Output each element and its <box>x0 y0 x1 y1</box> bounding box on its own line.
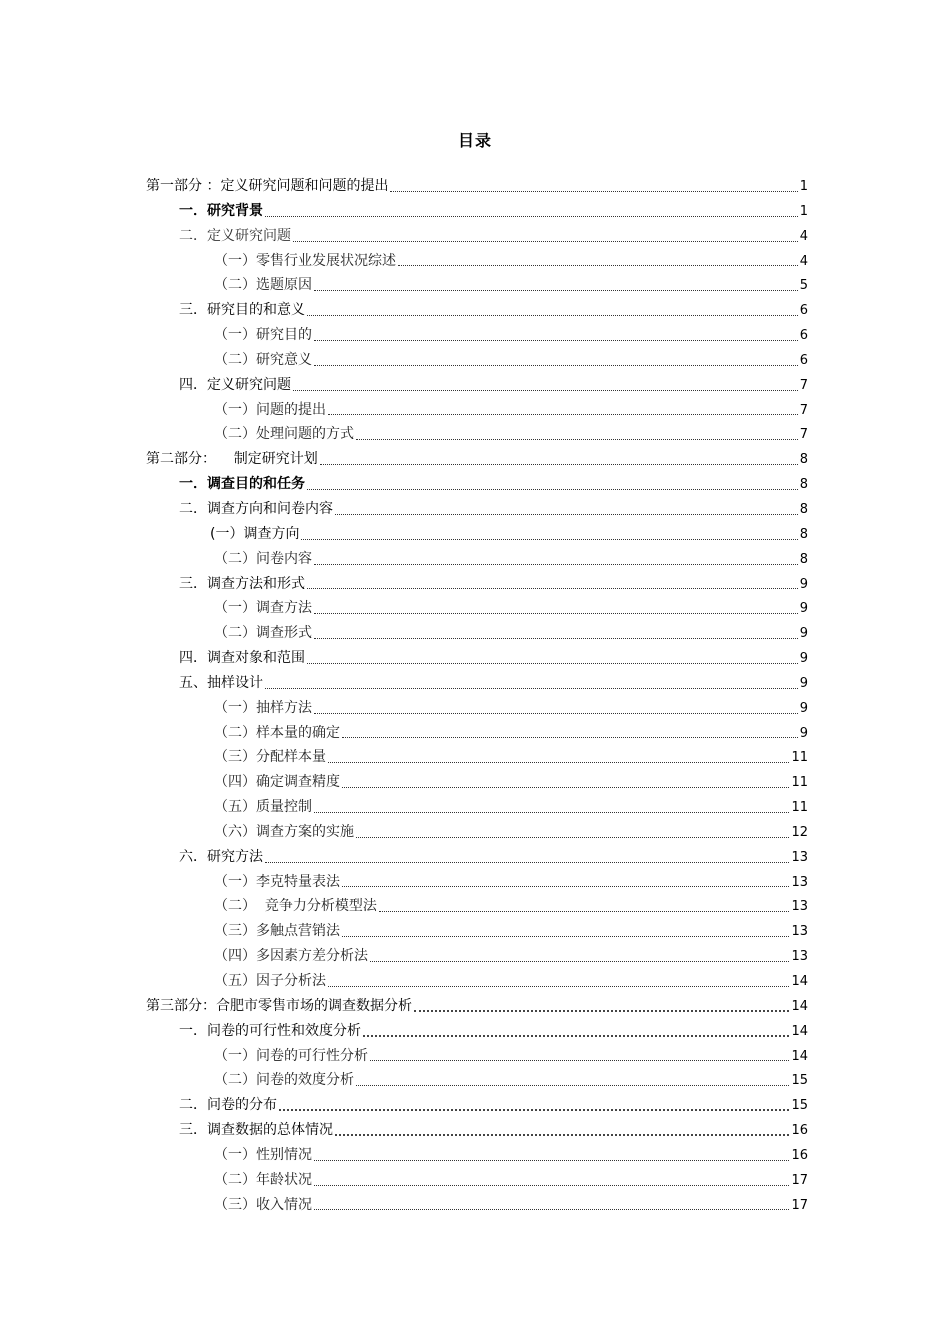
toc-page-number: 14 <box>791 1048 808 1064</box>
toc-entry[interactable] <box>146 770 808 795</box>
toc-page-number: 9 <box>799 725 808 741</box>
toc-entry-label: （一）研究目的 <box>214 327 312 344</box>
toc-entry-label: 四．调查对象和范围 <box>179 650 305 667</box>
dot-leader <box>307 662 798 664</box>
toc-page-number: 1 <box>799 203 808 219</box>
toc-entry[interactable] <box>146 820 808 845</box>
toc-page-number: 11 <box>791 775 808 791</box>
toc-entry[interactable] <box>146 1193 808 1218</box>
toc-entry[interactable] <box>146 273 808 298</box>
toc-entry[interactable] <box>146 1093 808 1118</box>
dot-leader <box>342 885 789 887</box>
toc-page-number: 8 <box>799 551 808 567</box>
dot-leader <box>414 1009 789 1012</box>
dot-leader <box>342 736 798 738</box>
toc-entry-label: 五、抽样设计 <box>179 674 263 691</box>
toc-entry[interactable] <box>146 646 808 671</box>
toc-page-number: 9 <box>799 626 808 642</box>
toc-entry[interactable] <box>146 224 808 249</box>
dot-leader <box>320 463 798 465</box>
toc-entry-label: （四）多因素方差分析法 <box>214 948 368 965</box>
toc-entry-label: 三．研究目的和意义 <box>179 302 305 319</box>
dot-leader <box>314 364 798 366</box>
dot-leader <box>265 861 789 863</box>
toc-entry[interactable] <box>146 944 808 969</box>
toc-entry[interactable] <box>146 522 808 547</box>
toc-entry[interactable] <box>146 472 808 497</box>
toc-entry-label: （二）处理问题的方式 <box>214 426 354 443</box>
toc-entry-label: （三）多触点营销法 <box>214 923 340 940</box>
toc-page-number: 13 <box>791 924 808 940</box>
toc-entry-label: （二）调查形式 <box>214 625 312 642</box>
toc-page-number: 9 <box>799 700 808 716</box>
toc-entry[interactable] <box>146 870 808 895</box>
toc-entry-label: （五）质量控制 <box>214 799 312 816</box>
dot-leader <box>335 513 798 515</box>
toc-entry[interactable] <box>146 398 808 423</box>
toc-entry[interactable] <box>146 596 808 621</box>
toc-entry-label: 一．问卷的可行性和效度分析 <box>179 1022 361 1039</box>
toc-entry-label: 一．研究背景 <box>179 202 263 219</box>
toc-entry-label: （一）抽样方法 <box>214 699 312 716</box>
toc-page-number: 13 <box>791 949 808 965</box>
toc-entry-label: （二）样本量的确定 <box>214 724 340 741</box>
toc-entry-label: (一）调查方向 <box>210 525 300 542</box>
toc-entry[interactable] <box>146 1068 808 1093</box>
dot-leader <box>314 811 789 813</box>
toc-entry[interactable] <box>146 249 808 274</box>
toc-entry[interactable] <box>146 894 808 919</box>
toc-entry-label: （一）性别情况 <box>214 1146 312 1163</box>
dot-leader <box>293 389 798 391</box>
toc-entry-label: （二）研究意义 <box>214 351 312 368</box>
dot-leader <box>265 687 798 689</box>
toc-entry-label: （一）调查方法 <box>214 600 312 617</box>
toc-page-number: 13 <box>791 874 808 890</box>
toc-entry-label: 第三部分：合肥市零售市场的调查数据分析 <box>146 997 412 1014</box>
dot-leader <box>398 264 798 266</box>
toc-page-number: 9 <box>799 675 808 691</box>
toc-entry[interactable] <box>146 621 808 646</box>
toc-entry[interactable] <box>146 497 808 522</box>
dot-leader <box>356 1084 789 1086</box>
dot-leader <box>356 438 798 440</box>
toc-entry-label: （二）问卷内容 <box>214 550 312 567</box>
toc-page-number: 13 <box>791 849 808 865</box>
toc-entry-label: （六）调查方案的实施 <box>214 823 354 840</box>
dot-leader <box>363 1034 789 1037</box>
toc-page-number: 8 <box>799 477 808 493</box>
toc-page-number: 13 <box>791 899 808 915</box>
dot-leader <box>314 612 798 614</box>
page-title: 目录 <box>457 131 492 150</box>
toc-entry[interactable] <box>146 1044 808 1069</box>
toc-entry-label: （一）问题的提出 <box>214 401 326 418</box>
toc-entry[interactable] <box>146 572 808 597</box>
toc-entry[interactable] <box>146 795 808 820</box>
toc-entry-label: （三）收入情况 <box>214 1196 312 1213</box>
dot-leader <box>307 587 798 589</box>
toc-entry-label: （五）因子分析法 <box>214 973 326 989</box>
toc-entry-label: 第一部分 ：定义研究问题和问题的提出 <box>146 178 389 194</box>
dot-leader <box>328 413 798 415</box>
dot-leader <box>314 1184 789 1186</box>
toc-entry[interactable] <box>146 1143 808 1168</box>
toc-page-number: 6 <box>799 303 808 319</box>
toc-entry[interactable] <box>146 994 808 1019</box>
toc-entry[interactable] <box>146 845 808 870</box>
toc-entry[interactable] <box>146 422 808 447</box>
dot-leader <box>314 563 798 565</box>
toc-entry-label: （二） 竞争力分析模型法 <box>214 898 377 915</box>
toc-page-number: 17 <box>791 1172 808 1188</box>
toc-entry[interactable] <box>146 919 808 944</box>
toc-entry-label: 二．调查方向和问卷内容 <box>179 500 333 517</box>
toc-entry-label: （一）零售行业发展状况综述 <box>214 252 396 269</box>
toc-entry-label: （一）李克特量表法 <box>214 873 340 890</box>
toc-entry[interactable] <box>146 547 808 572</box>
toc-entry-label: （四）确定调查精度 <box>214 774 340 791</box>
toc-entry-label: 四．定义研究问题 <box>179 376 291 393</box>
toc-page-number: 9 <box>799 576 808 592</box>
toc-page-number: 9 <box>799 651 808 667</box>
toc-page-number: 16 <box>791 1147 808 1163</box>
dot-leader <box>307 488 798 490</box>
dot-leader <box>379 910 790 912</box>
toc-entry[interactable] <box>146 174 808 199</box>
toc-page-number: 16 <box>791 1123 808 1139</box>
dot-leader <box>314 1208 789 1210</box>
dot-leader <box>265 215 798 217</box>
toc-entry-label: 第二部分： 制定研究计划 <box>146 451 318 468</box>
toc-page-number: 6 <box>799 328 808 344</box>
dot-leader <box>356 836 789 838</box>
dot-leader <box>370 1059 789 1061</box>
toc-entry[interactable] <box>146 745 808 770</box>
dot-leader <box>314 637 798 639</box>
toc-page-number: 12 <box>791 824 808 840</box>
dot-leader <box>328 985 789 987</box>
toc-entry-label: （一）问卷的可行性分析 <box>214 1047 368 1064</box>
toc-page-number: 4 <box>799 228 808 244</box>
toc-page-number: 1 <box>799 179 808 194</box>
toc-page-number: 7 <box>799 427 808 443</box>
toc-page-number: 17 <box>791 1197 808 1213</box>
toc-entry[interactable] <box>146 447 808 472</box>
dot-leader <box>314 339 798 341</box>
dot-leader <box>293 240 798 242</box>
toc-page-number: 11 <box>791 750 808 766</box>
toc-entry[interactable] <box>146 1118 808 1143</box>
dot-leader <box>314 712 798 714</box>
toc-entry-label: （三）分配样本量 <box>214 749 326 766</box>
toc-entry[interactable] <box>146 199 808 224</box>
toc-page-number: 7 <box>799 377 808 393</box>
toc-page-number: 4 <box>799 253 808 269</box>
toc-page-number: 5 <box>799 278 808 294</box>
toc-page-number: 11 <box>791 800 808 816</box>
toc-entry[interactable] <box>146 373 808 398</box>
toc-entry-label: 三．调查数据的总体情况 <box>179 1122 333 1139</box>
toc-entry[interactable] <box>146 323 808 348</box>
toc-entry[interactable] <box>146 1168 808 1193</box>
toc-entry-label: 一．调查目的和任务 <box>179 476 305 493</box>
dot-leader <box>314 1159 789 1161</box>
toc-page-number: 8 <box>799 526 808 542</box>
dot-leader <box>328 761 789 763</box>
toc-entry-label: 三．调查方法和形式 <box>179 575 305 592</box>
dot-leader <box>307 314 798 316</box>
dot-leader <box>390 190 797 192</box>
table-of-contents <box>146 174 808 1217</box>
toc-entry[interactable] <box>146 671 808 696</box>
toc-entry-label: 六．研究方法 <box>179 848 263 865</box>
toc-page-number: 14 <box>791 1023 808 1039</box>
dot-leader <box>335 1133 789 1136</box>
toc-entry[interactable] <box>146 1019 808 1044</box>
dot-leader <box>279 1108 789 1111</box>
toc-entry-label: （二）年龄状况 <box>214 1171 312 1188</box>
toc-entry[interactable] <box>146 696 808 721</box>
toc-entry[interactable] <box>146 721 808 746</box>
toc-page-number: 8 <box>799 501 808 517</box>
toc-page-number: 15 <box>791 1098 808 1114</box>
dot-leader <box>342 935 789 937</box>
toc-page-number: 6 <box>799 352 808 368</box>
dot-leader <box>314 289 798 291</box>
toc-entry-label: 二．定义研究问题 <box>179 227 291 244</box>
toc-page-number: 7 <box>799 402 808 418</box>
toc-entry-label: 二．问卷的分布 <box>179 1097 277 1114</box>
toc-entry[interactable] <box>146 969 808 994</box>
toc-entry[interactable] <box>146 298 808 323</box>
toc-page-number: 14 <box>791 998 808 1014</box>
dot-leader <box>342 786 789 788</box>
dot-leader <box>301 538 797 540</box>
toc-entry[interactable] <box>146 348 808 373</box>
toc-entry-label: （二）问卷的效度分析 <box>214 1072 354 1089</box>
toc-page-number: 9 <box>799 601 808 617</box>
toc-page-number: 8 <box>799 452 808 468</box>
toc-entry-label: （二）选题原因 <box>214 277 312 294</box>
toc-page-number: 14 <box>791 974 808 989</box>
toc-page-number: 15 <box>791 1073 808 1089</box>
dot-leader <box>370 960 789 962</box>
